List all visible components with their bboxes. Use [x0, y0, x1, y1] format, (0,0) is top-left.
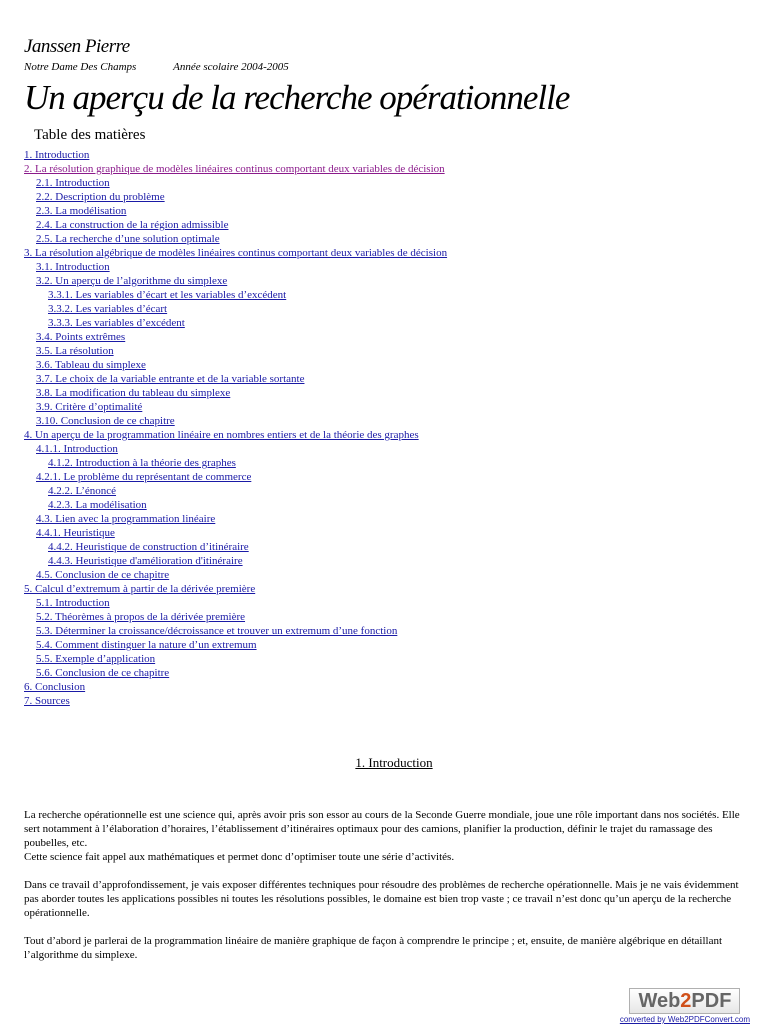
toc-link[interactable]: 3.3.2. Les variables d’écart [48, 303, 168, 315]
toc-link[interactable]: 2.4. La construction de la région admissible [36, 219, 229, 231]
toc-item [24, 246, 447, 260]
toc-item [24, 232, 447, 246]
toc-item [24, 694, 447, 708]
intro-paragraph-1b: Cette science fait appel aux mathématiques et permet donc d’optimiser toute une série d’activités. [24, 851, 455, 863]
toc-item [24, 484, 447, 498]
toc-item [24, 260, 447, 274]
intro-paragraph-1: La recherche opérationnelle est une science qui, après avoir pris son essor au cours de la Seconde Guerre mondiale, joue une rôle important dans nos sociétés. Elle sert notamment à l’élaboration d’horaires, l’établissement d’itinéraires optimaux pour des camions, planifier la production, définir le trajet du ramassage des poubelles, etc. [24, 809, 740, 849]
author-name: Janssen Pierre [24, 36, 130, 57]
toc-item [24, 274, 447, 288]
toc-link[interactable]: 6. Conclusion [24, 681, 86, 693]
intro-paragraph [24, 808, 748, 864]
toc-link[interactable]: 5.6. Conclusion de ce chapitre [36, 667, 170, 679]
toc-item [24, 540, 447, 554]
toc-item [24, 568, 447, 582]
toc-item [24, 148, 447, 162]
toc-link[interactable]: 4.2.2. L’énoncé [48, 485, 117, 497]
intro-body [24, 808, 748, 976]
toc-item [24, 680, 447, 694]
toc-item [24, 638, 447, 652]
toc-link[interactable]: 4.2.1. Le problème du représentant de commerce [36, 471, 252, 483]
toc-link[interactable]: 1. Introduction [24, 149, 90, 161]
toc-item [24, 372, 447, 386]
toc-item [24, 498, 447, 512]
toc-link[interactable]: 3.2. Un aperçu de l’algorithme du simplexe [36, 275, 228, 287]
web2pdf-logo[interactable] [629, 988, 740, 1014]
toc-item [24, 526, 447, 540]
toc-item [24, 582, 447, 596]
toc-item [24, 288, 447, 302]
table-of-contents [24, 148, 447, 708]
toc-item [24, 414, 447, 428]
toc-item [24, 316, 447, 330]
toc-link[interactable]: 3.7. Le choix de la variable entrante et de la variable sortante [36, 373, 305, 385]
toc-link[interactable]: 2.1. Introduction [36, 177, 110, 189]
toc-item [24, 596, 447, 610]
toc-item [24, 176, 447, 190]
toc-item [24, 162, 447, 176]
section-heading [24, 755, 764, 771]
logo-web: Web [638, 990, 681, 1012]
converted-by-link[interactable]: converted by Web2PDFConvert.com [619, 1015, 750, 1024]
toc-link[interactable]: 3.3.1. Les variables d’écart et les variables d’excédent [48, 289, 287, 301]
toc-link[interactable]: 4.1.1. Introduction [36, 443, 118, 455]
toc-link[interactable]: 2.3. La modélisation [36, 205, 127, 217]
toc-link[interactable]: 7. Sources [24, 695, 70, 707]
toc-item [24, 344, 447, 358]
toc-item [24, 442, 447, 456]
toc-item [24, 204, 447, 218]
toc-item [24, 624, 447, 638]
toc-link[interactable]: 4.4.1. Heuristique [36, 527, 115, 539]
toc-link[interactable]: 3.1. Introduction [36, 261, 110, 273]
document-title: Un aperçu de la recherche opérationnelle [24, 78, 570, 117]
intro-paragraph-3: Tout d’abord je parlerai de la programmation linéaire de manière graphique de façon à comprendre le principe ; et, ensuite, de manière algébrique en détaillant l’algorithme du simplexe. [24, 935, 723, 961]
toc-link[interactable]: 5.3. Déterminer la croissance/décroissance et trouver un extremum d’une fonction [36, 625, 398, 637]
toc-item [24, 358, 447, 372]
toc-link[interactable]: 3.10. Conclusion de ce chapitre [36, 415, 175, 427]
school-year: Année scolaire 2004-2005 [173, 61, 289, 73]
toc-item [24, 218, 447, 232]
toc-item [24, 470, 447, 484]
logo-pdf: PDF [691, 990, 732, 1012]
toc-link[interactable]: 4.4.3. Heuristique d'amélioration d'itinéraire [48, 555, 243, 567]
toc-item [24, 652, 447, 666]
toc-link[interactable]: 3.4. Points extrêmes [36, 331, 126, 343]
toc-item [24, 554, 447, 568]
toc-link[interactable]: 3. La résolution algébrique de modèles linéaires continus comportant deux variables de décision [24, 247, 448, 259]
toc-item [24, 190, 447, 204]
toc-link[interactable]: 3.9. Critère d’optimalité [36, 401, 143, 413]
toc-item [24, 428, 447, 442]
web2pdf-badge[interactable] [620, 988, 750, 1024]
toc-item [24, 302, 447, 316]
toc-item [24, 666, 447, 680]
toc-link[interactable]: 5.5. Exemple d’application [36, 653, 156, 665]
toc-link[interactable]: 3.3.3. Les variables d’excédent [48, 317, 185, 329]
school-line [24, 61, 289, 73]
toc-link[interactable]: 5. Calcul d’extremum à partir de la dérivée première [24, 583, 256, 595]
toc-link[interactable]: 2. La résolution graphique de modèles linéaires continus comportant deux variables de décision [24, 163, 445, 175]
toc-link[interactable]: 4. Un aperçu de la programmation linéaire en nombres entiers et de la théorie des graphes [24, 429, 419, 441]
toc-link[interactable]: 3.8. La modification du tableau du simplexe [36, 387, 231, 399]
logo-2: 2 [680, 990, 692, 1012]
school-name: Notre Dame Des Champs [24, 61, 137, 73]
toc-link[interactable]: 4.4.2. Heuristique de construction d’itinéraire [48, 541, 249, 553]
toc-item [24, 330, 447, 344]
toc-item [24, 512, 447, 526]
toc-item [24, 610, 447, 624]
toc-link[interactable]: 4.2.3. La modélisation [48, 499, 147, 511]
toc-item [24, 386, 447, 400]
toc-title: Table des matières [34, 127, 146, 143]
toc-link[interactable]: 4.3. Lien avec la programmation linéaire [36, 513, 216, 525]
toc-link[interactable]: 3.6. Tableau du simplexe [36, 359, 146, 371]
toc-link[interactable]: 2.5. La recherche d’une solution optimale [36, 233, 220, 245]
toc-link[interactable]: 5.1. Introduction [36, 597, 110, 609]
toc-link[interactable]: 5.4. Comment distinguer la nature d’un extremum [36, 639, 257, 651]
toc-item [24, 456, 447, 470]
toc-item [24, 400, 447, 414]
toc-link[interactable]: 4.5. Conclusion de ce chapitre [36, 569, 170, 581]
toc-link[interactable]: 2.2. Description du problème [36, 191, 165, 203]
toc-link[interactable]: 4.1.2. Introduction à la théorie des graphes [48, 457, 236, 469]
section-heading-link[interactable]: 1. Introduction [355, 755, 433, 770]
toc-link[interactable]: 5.2. Théorèmes à propos de la dérivée première [36, 611, 246, 623]
toc-link[interactable]: 3.5. La résolution [36, 345, 114, 357]
intro-paragraph-2: Dans ce travail d’approfondissement, je vais exposer différentes techniques pour résoudre des problèmes de recherche opérationnelle. Mais je ne vais évidemment pas aborder toutes les applications possibles ni toutes les résolutions possibles, le domaine est bien trop vaste ; ce travail n’est donc qu’un aperçu de la recherche opérationnelle. [24, 879, 739, 919]
